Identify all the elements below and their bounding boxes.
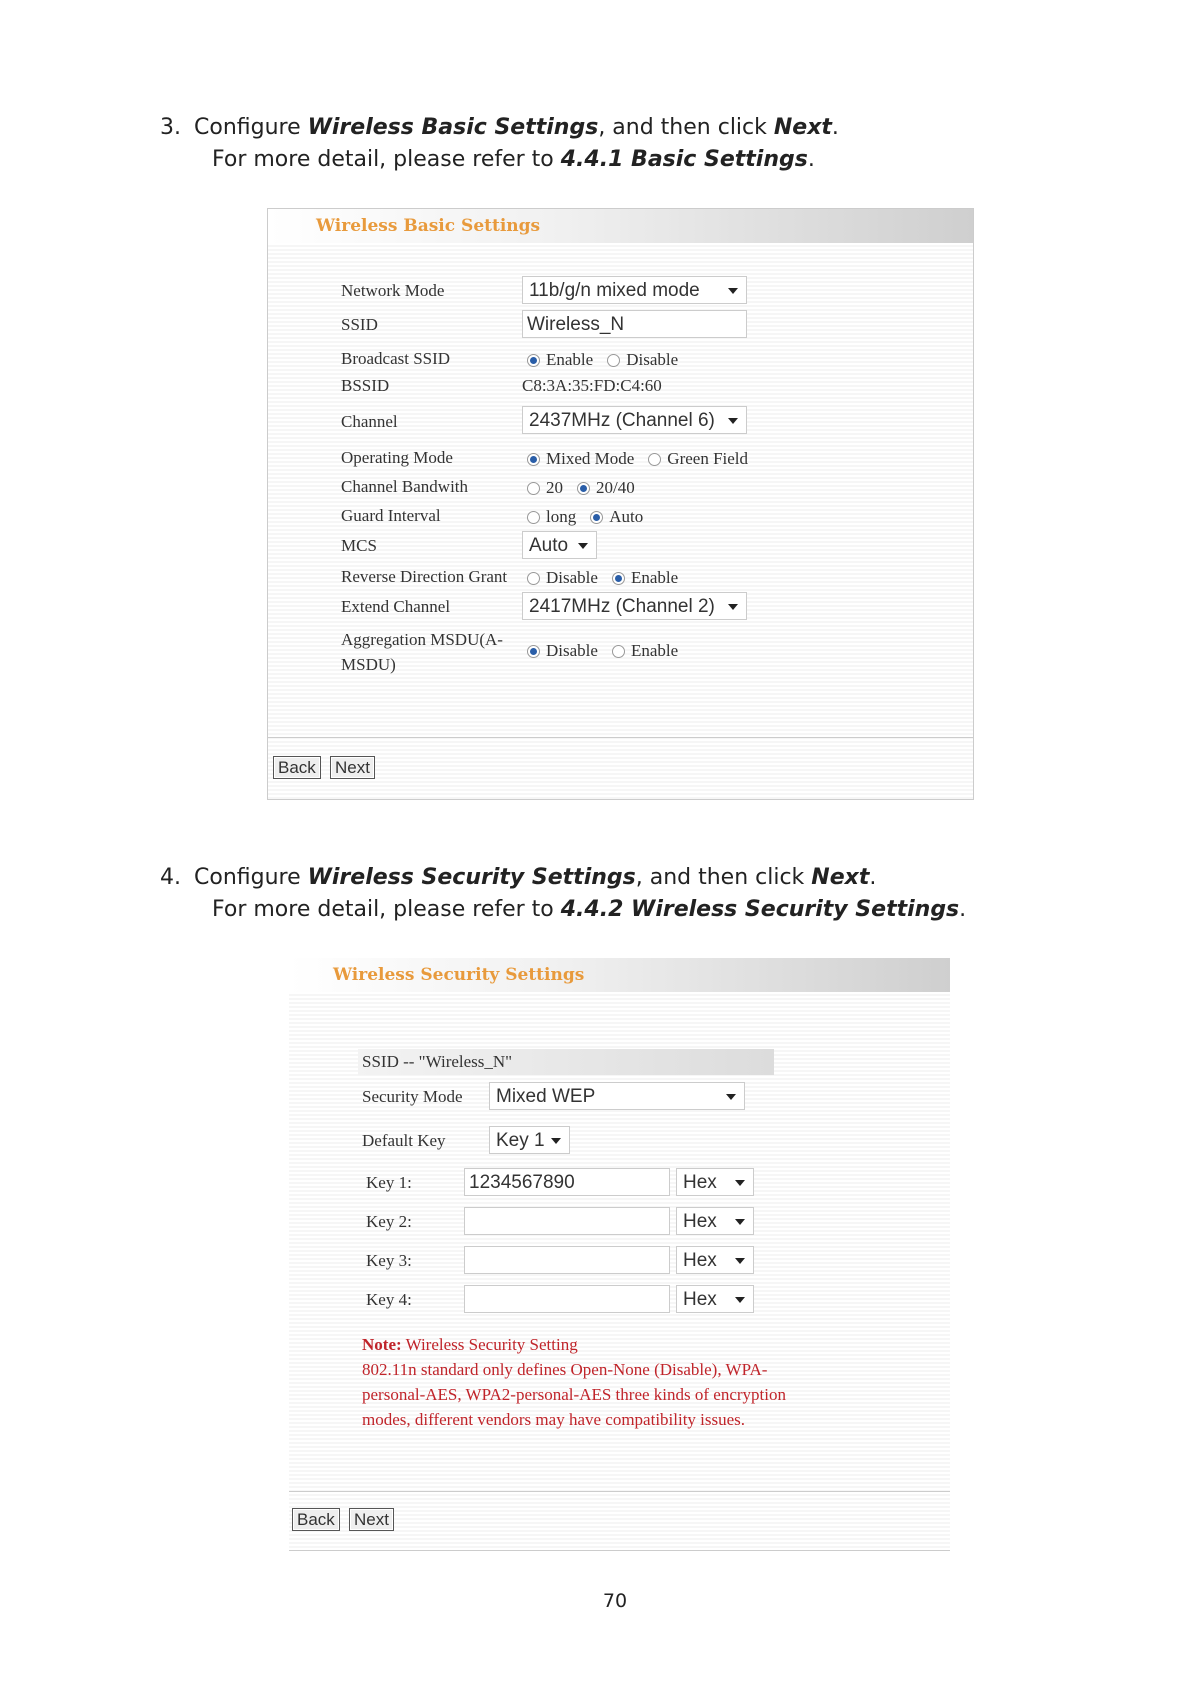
- network-mode-select[interactable]: 11b/g/n mixed mode: [522, 276, 747, 304]
- broadcast-ssid-radios: [527, 350, 692, 370]
- channel-bandwidth-radios: [527, 478, 649, 498]
- chevron-down-icon: [735, 1219, 745, 1225]
- step-4-number: 4.: [160, 865, 181, 890]
- step-3-number: 3.: [160, 115, 181, 140]
- aggregation-disable-radio[interactable]: Disable: [527, 641, 598, 661]
- label-mcs: MCS: [341, 536, 377, 555]
- channel-select[interactable]: 2437MHz (Channel 6): [522, 406, 747, 434]
- label-bssid: BSSID: [341, 376, 390, 395]
- label-key-1: Key 1:: [366, 1173, 412, 1192]
- ssid-bar: SSID -- "Wireless_N": [358, 1049, 774, 1075]
- key-2-format-select[interactable]: Hex: [676, 1207, 754, 1235]
- step-3-detail: For more detail, please refer to 4.4.1 Basic Settings.: [212, 147, 815, 172]
- step-4-instruction: 4. Configure Wireless Security Settings, and then click Next.: [160, 862, 876, 894]
- label-key-2: Key 2:: [366, 1212, 412, 1231]
- chevron-down-icon: [735, 1258, 745, 1264]
- key-1-input[interactable]: 1234567890: [464, 1168, 670, 1196]
- rdg-enable-radio[interactable]: Enable: [612, 568, 678, 588]
- label-channel: Channel: [341, 412, 398, 431]
- key-3-format-select[interactable]: Hex: [676, 1246, 754, 1274]
- extend-channel-select[interactable]: 2417MHz (Channel 2): [522, 592, 747, 620]
- label-broadcast-ssid: Broadcast SSID: [341, 349, 451, 368]
- wireless-security-settings-panel: [289, 958, 950, 1551]
- security-mode-select[interactable]: Mixed WEP: [489, 1082, 745, 1110]
- wireless-basic-settings-panel: [267, 208, 974, 800]
- rdg-disable-radio[interactable]: Disable: [527, 568, 598, 588]
- guard-interval-radios: [527, 507, 657, 527]
- mixed-mode-radio[interactable]: Mixed Mode: [527, 449, 634, 469]
- key-4-format-select[interactable]: Hex: [676, 1285, 754, 1313]
- chevron-down-icon: [578, 543, 588, 549]
- label-guard-interval: Guard Interval: [341, 506, 441, 525]
- bssid-value: C8:3A:35:FD:C4:60: [522, 376, 662, 395]
- default-key-select[interactable]: Key 1: [489, 1126, 570, 1154]
- label-default-key: Default Key: [362, 1131, 446, 1150]
- step-4-detail: For more detail, please refer to 4.4.2 Wireless Security Settings.: [212, 897, 967, 922]
- key-3-input[interactable]: [464, 1246, 670, 1274]
- page-number: 70: [602, 1590, 628, 1612]
- rdg-radios: [527, 568, 692, 588]
- chevron-down-icon: [551, 1138, 561, 1144]
- ssid-input[interactable]: Wireless_N: [522, 310, 747, 338]
- broadcast-enable-radio[interactable]: Enable: [527, 350, 593, 370]
- label-security-mode: Security Mode: [362, 1087, 463, 1106]
- label-channel-bandwidth: Channel Bandwith: [341, 477, 469, 496]
- panel-title: Wireless Security Settings: [289, 958, 950, 992]
- aggregation-radios: [527, 641, 692, 661]
- label-aggregation-msdu: Aggregation MSDU(A- MSDU): [341, 630, 503, 674]
- chevron-down-icon: [735, 1297, 745, 1303]
- aggregation-enable-radio[interactable]: Enable: [612, 641, 678, 661]
- mcs-select[interactable]: Auto: [522, 531, 597, 559]
- chevron-down-icon: [726, 1094, 736, 1100]
- guard-auto-radio[interactable]: Auto: [590, 507, 643, 527]
- button-divider: [268, 737, 973, 738]
- chevron-down-icon: [728, 604, 738, 610]
- button-divider: [289, 1491, 950, 1492]
- next-button[interactable]: Next: [330, 756, 375, 779]
- step-3-instruction: 3. Configure Wireless Basic Settings, and then click Next.: [160, 112, 839, 144]
- label-reverse-direction-grant: Reverse Direction Grant: [341, 567, 508, 586]
- label-extend-channel: Extend Channel: [341, 597, 451, 616]
- bandwidth-20-40-radio[interactable]: 20/40: [577, 478, 635, 498]
- panel-title: Wireless Basic Settings: [268, 209, 973, 243]
- label-network-mode: Network Mode: [341, 281, 445, 300]
- label-key-3: Key 3:: [366, 1251, 412, 1270]
- broadcast-disable-radio[interactable]: Disable: [607, 350, 678, 370]
- chevron-down-icon: [728, 418, 738, 424]
- label-key-4: Key 4:: [366, 1290, 412, 1309]
- label-operating-mode: Operating Mode: [341, 448, 453, 467]
- key-1-format-select[interactable]: Hex: [676, 1168, 754, 1196]
- back-button[interactable]: Back: [292, 1508, 340, 1531]
- security-note: Note: Wireless Security Setting 802.11n standard only defines Open-None (Disable), WPA- personal-AES, WPA2-personal-AES three kinds of encryption modes, different vendors may have compatibility issues.: [362, 1335, 786, 1429]
- green-field-radio[interactable]: Green Field: [648, 449, 748, 469]
- chevron-down-icon: [735, 1180, 745, 1186]
- label-ssid: SSID: [341, 315, 378, 334]
- chevron-down-icon: [728, 288, 738, 294]
- key-2-input[interactable]: [464, 1207, 670, 1235]
- next-button[interactable]: Next: [349, 1508, 394, 1531]
- back-button[interactable]: Back: [273, 756, 321, 779]
- bandwidth-20-radio[interactable]: 20: [527, 478, 563, 498]
- operating-mode-radios: [527, 449, 762, 469]
- key-4-input[interactable]: [464, 1285, 670, 1313]
- guard-long-radio[interactable]: long: [527, 507, 576, 527]
